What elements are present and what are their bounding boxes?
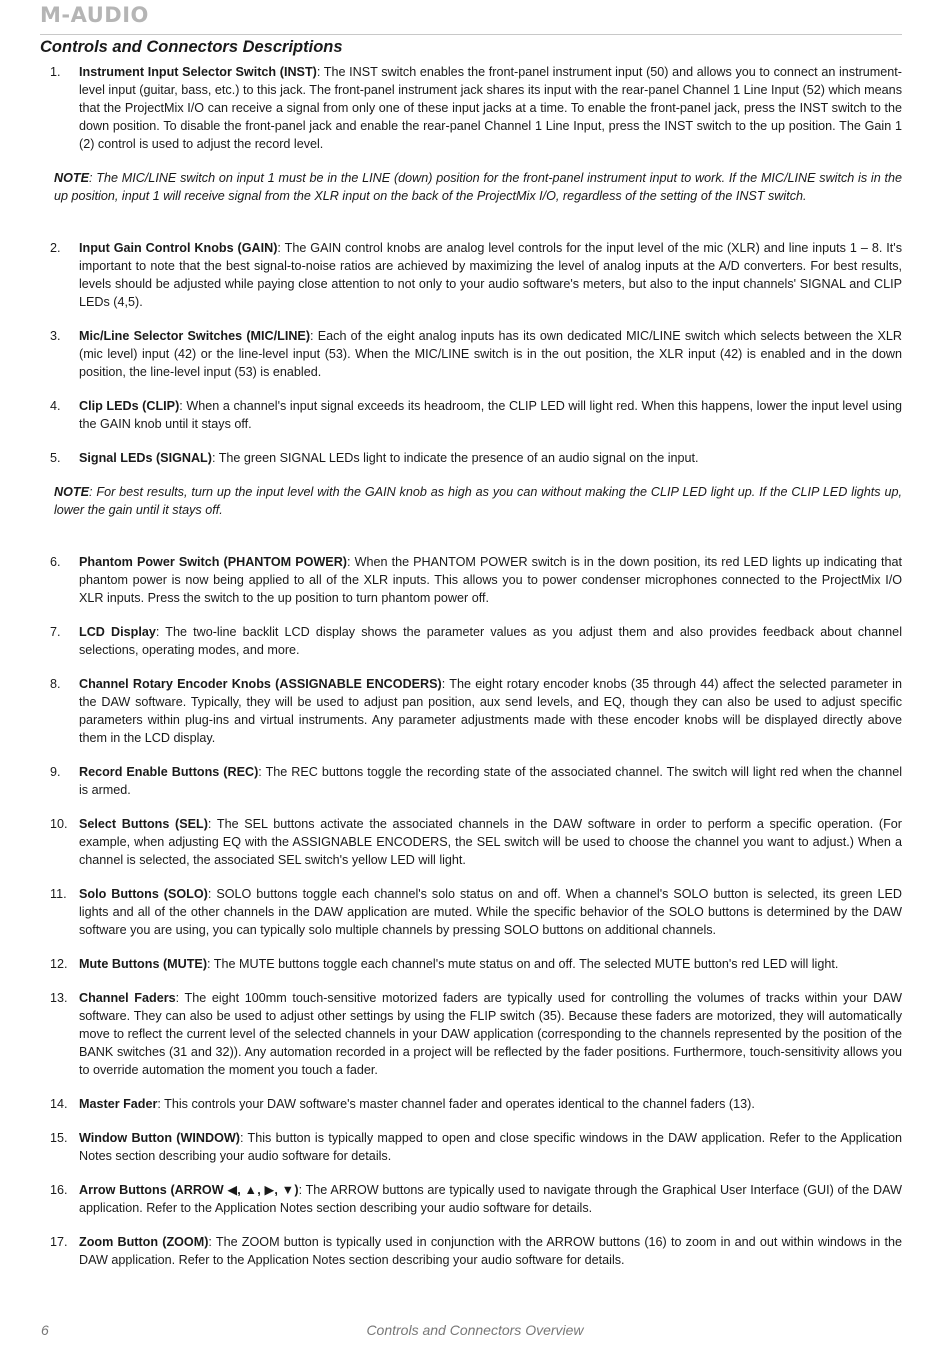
item-term: Solo Buttons (SOLO) bbox=[79, 887, 208, 901]
item-text: : This button is typically mapped to open and close specific windows in the DAW application. Refer to the Application Notes section describing your audio software for details. bbox=[79, 1131, 902, 1163]
list-item bbox=[0, 885, 950, 939]
item-text: : Each of the eight analog inputs has its own dedicated MIC/LINE switch which selects between the XLR (mic level) input (42) or the line-level input (53). When the MIC/LINE switch is in the out position, the XLR input (42) is enabled and in the down position, the line-level input (53) is enabled. bbox=[79, 329, 902, 379]
item-number: 16. bbox=[50, 1183, 68, 1197]
item-number: 15. bbox=[50, 1131, 68, 1145]
list-item bbox=[0, 63, 950, 153]
list-item bbox=[0, 397, 950, 433]
note-label: NOTE bbox=[54, 485, 89, 499]
item-number: 3. bbox=[50, 329, 61, 343]
item-term: Input Gain Control Knobs (GAIN) bbox=[79, 241, 278, 255]
item-number: 4. bbox=[50, 399, 61, 413]
item-text: : This controls your DAW software's master channel fader and operates identical to the channel faders (13). bbox=[157, 1097, 755, 1111]
list-item bbox=[0, 327, 950, 381]
item-text: : The INST switch enables the front-panel instrument input (50) and allows you to connect an instrument-level input (guitar, bass, etc.) to this jack. The front-panel instrument jack shares its input with the rear-panel Channel 1 Line Input (52) which means that the ProjectMix I/O can receive a signal from only one of these input jacks at a time. To enable the front-panel jack, press the INST switch to the down position. To disable the front-panel jack and enable the rear-panel Channel 1 Line Input, press the INST switch to the up position. The Gain 1 (2) control is used to adjust the record level. bbox=[79, 65, 902, 151]
list-item bbox=[0, 623, 950, 659]
item-term: Clip LEDs (CLIP) bbox=[79, 399, 180, 413]
list-item bbox=[0, 989, 950, 1079]
item-number: 10. bbox=[50, 817, 68, 831]
page-header bbox=[40, 4, 902, 26]
item-term: Master Fader bbox=[79, 1097, 158, 1111]
item-term: Select Buttons (SEL) bbox=[79, 817, 208, 831]
item-text: : The green SIGNAL LEDs light to indicate the presence of an audio signal on the input. bbox=[211, 451, 699, 465]
item-text: : The eight 100mm touch-sensitive motorized faders are typically used for controlling the volumes of tracks within your DAW software. They can also be used to adjust other settings by using the FLIP switch (35). Because these faders are motorized, they will automatically move to reflect the current level of the selected channels in your DAW application (corresponding to the channels represented by the position of the BANK switches (31 and 32)). Any automation recorded in a project will be reflected by the fader positions. Furthermore, touch-sensitivity allows you to override automation the moment you touch a fader. bbox=[79, 991, 902, 1077]
list-item bbox=[0, 1095, 950, 1113]
item-number: 9. bbox=[50, 765, 61, 779]
note-text: : For best results, turn up the input level with the GAIN knob as high as you can without making the CLIP LED light up. If the CLIP LED lights up, lower the gain until it stays off. bbox=[54, 485, 902, 517]
item-text: : The ARROW buttons are typically used to navigate through the Graphical User Interface (GUI) of the DAW application. Refer to the Application Notes section describing your audio software for details. bbox=[79, 1183, 902, 1215]
footer-section-title: Controls and Connectors Overview bbox=[366, 1322, 584, 1338]
item-number: 17. bbox=[50, 1235, 68, 1249]
list-item bbox=[0, 1181, 950, 1217]
list-item bbox=[0, 955, 950, 973]
item-term: Instrument Input Selector Switch (INST) bbox=[79, 65, 317, 79]
item-term: Channel Rotary Encoder Knobs (ASSIGNABLE ENCODERS) bbox=[79, 677, 442, 691]
item-text: : SOLO buttons toggle each channel's solo status on and off. When a channel's SOLO button is selected, its green LED lights and all of the other channels in the DAW application are muted. While the specific behavior of the SOLO buttons is determined by the DAW software you are using, you can typically solo multiple channels by pressing SOLO buttons on additional channels. bbox=[79, 887, 902, 937]
item-text: : The MUTE buttons toggle each channel's mute status on and off. The selected MUTE button's red LED will light. bbox=[207, 957, 839, 971]
item-term: Zoom Button (ZOOM) bbox=[79, 1235, 209, 1249]
note bbox=[54, 169, 902, 205]
item-term: Record Enable Buttons (REC) bbox=[79, 765, 259, 779]
item-number: 1. bbox=[50, 65, 61, 79]
list-item bbox=[0, 815, 950, 869]
note-label: NOTE bbox=[54, 171, 89, 185]
item-term: Signal LEDs (SIGNAL) bbox=[79, 451, 212, 465]
header-divider bbox=[40, 34, 902, 35]
item-term: Arrow Buttons (ARROW ◀, ▲, ▶, ▼) bbox=[79, 1183, 299, 1197]
list-item bbox=[0, 449, 950, 467]
descriptions-list bbox=[0, 63, 950, 1285]
item-number: 6. bbox=[50, 555, 61, 569]
item-number: 14. bbox=[50, 1097, 68, 1111]
item-number: 5. bbox=[50, 451, 61, 465]
list-item bbox=[0, 553, 950, 607]
item-text: : The GAIN control knobs are analog level controls for the input level of the mic (XLR) and line inputs 1 – 8. It's important to note that the best signal-to-noise ratios are achieved by maximizing the level of analog inputs at the A/D converters. For best results, levels should be adjusted while paying close attention to not only to your audio software's meters, but also to the input channels' SIGNAL and CLIP LEDs (4,5). bbox=[79, 241, 902, 309]
list-item bbox=[0, 675, 950, 747]
list-item bbox=[0, 763, 950, 799]
m-audio-logo: M-AUDIO bbox=[40, 3, 149, 27]
item-number: 13. bbox=[50, 991, 68, 1005]
item-term: Phantom Power Switch (PHANTOM POWER) bbox=[79, 555, 347, 569]
item-text: : The two-line backlit LCD display shows the parameter values as you adjust them and also provides feedback about channel selections, operating modes, and more. bbox=[79, 625, 902, 657]
item-text: : When the PHANTOM POWER switch is in the down position, its red LED lights up indicating that phantom power is now being applied to all of the XLR inputs. This allows you to power condenser microphones connected to the ProjectMix I/O XLR inputs. Press the switch to the up position to turn phantom power off. bbox=[79, 555, 902, 605]
item-text: : The eight rotary encoder knobs (35 through 44) affect the selected parameter in the DAW software. Typically, they will be used to adjust pan position, aux send levels, and EQ, though they can also be used to adjust specific parameters within plug-ins and virtual instruments. Any parameter adjustments made with these encoder knobs will be displayed directly above them in the LCD display. bbox=[79, 677, 902, 745]
item-text: : When a channel's input signal exceeds its headroom, the CLIP LED will light red. When this happens, lower the input level using the GAIN knob until it stays off. bbox=[79, 399, 902, 431]
item-term: Channel Faders bbox=[79, 991, 176, 1005]
item-number: 8. bbox=[50, 677, 61, 691]
item-term: Window Button (WINDOW) bbox=[79, 1131, 240, 1145]
item-number: 12. bbox=[50, 957, 68, 971]
item-number: 2. bbox=[50, 241, 61, 255]
page-number: 6 bbox=[41, 1322, 49, 1338]
note bbox=[54, 483, 902, 519]
note-text: : The MIC/LINE switch on input 1 must be in the LINE (down) position for the front-panel instrument input to work. If the MIC/LINE switch is in the up position, input 1 will receive signal from the XLR input on the back of the ProjectMix I/O, regardless of the setting of the INST switch. bbox=[54, 171, 902, 203]
item-term: LCD Display bbox=[79, 625, 156, 639]
item-number: 11. bbox=[50, 887, 67, 901]
item-number: 7. bbox=[50, 625, 61, 639]
page-title: Controls and Connectors Descriptions bbox=[40, 38, 343, 56]
list-item bbox=[0, 239, 950, 311]
list-item bbox=[0, 1129, 950, 1165]
item-text: : The SEL buttons activate the associated channels in the DAW software in order to perform a specific operation. (For example, when adjusting EQ with the ASSIGNABLE ENCODERS, the SEL switch will be used to choose the channel you want to adjust.) When a channel is selected, the associated SEL switch's yellow LED will light. bbox=[79, 817, 902, 867]
list-item bbox=[0, 1233, 950, 1269]
item-text: : The ZOOM button is typically used in conjunction with the ARROW buttons (16) to zoom in and out within windows in the DAW application. Refer to the Application Notes section describing your audio software for details. bbox=[79, 1235, 903, 1267]
item-text: : The REC buttons toggle the recording state of the associated channel. The switch will light red when the channel is armed. bbox=[79, 765, 902, 797]
item-term: Mic/Line Selector Switches (MIC/LINE) bbox=[79, 329, 311, 343]
item-term: Mute Buttons (MUTE) bbox=[79, 957, 208, 971]
